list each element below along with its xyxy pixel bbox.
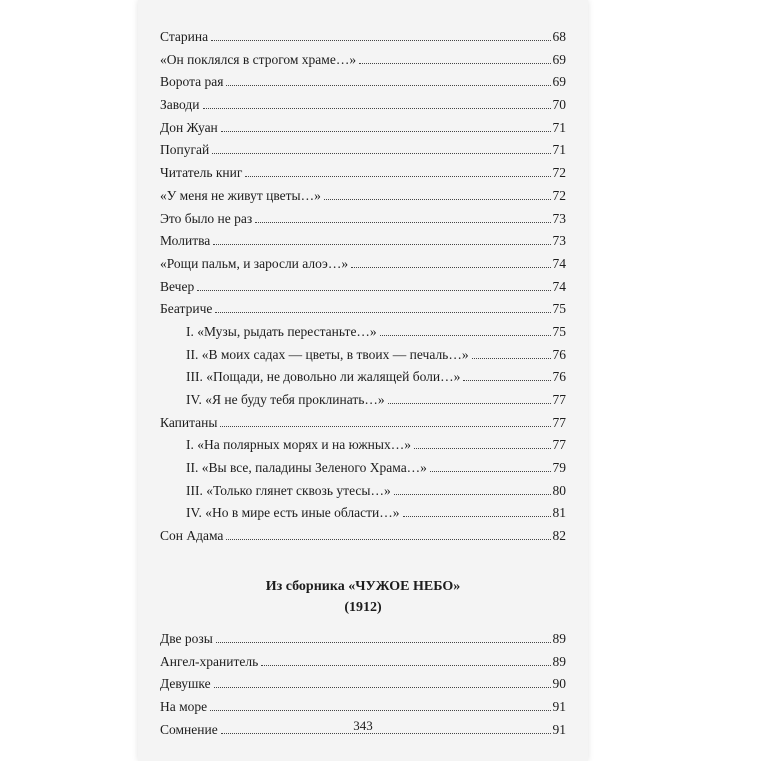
toc-page: 71 [552, 142, 566, 158]
dot-leader [414, 448, 551, 449]
toc-row [160, 366, 566, 389]
toc-title: Две розы [160, 630, 213, 646]
toc-row [160, 321, 566, 344]
toc-page: 69 [552, 74, 566, 90]
toc-page: 90 [552, 676, 566, 692]
toc-title: I. «На полярных морях и на южных…» [186, 437, 411, 453]
toc-title: II. «Вы все, паладины Зеленого Храма…» [186, 460, 427, 476]
toc-title: Читатель книг [160, 165, 243, 181]
toc-title: Девушке [160, 676, 211, 692]
book-page [138, 0, 588, 761]
dot-leader [214, 687, 551, 688]
dot-leader [245, 176, 550, 177]
toc-title: Ангел-хранитель [160, 653, 259, 669]
dot-leader [255, 222, 550, 223]
toc-page: 77 [552, 414, 566, 430]
toc-title: Это было не раз [160, 210, 253, 226]
toc-page: 89 [552, 630, 566, 646]
dot-leader [351, 267, 550, 268]
dot-leader [212, 153, 550, 154]
toc-entries [160, 26, 566, 548]
toc-title: «Он поклялся в строгом храме…» [160, 51, 357, 67]
toc-row [160, 253, 566, 276]
toc-row [160, 434, 566, 457]
toc-title: Заводи [160, 97, 200, 113]
toc-page: 89 [552, 653, 566, 669]
toc-title: Капитаны [160, 414, 218, 430]
toc-page: 70 [552, 97, 566, 113]
toc-page: 72 [552, 187, 566, 203]
page-number: 343 [353, 718, 373, 733]
toc-title: Сомнение [160, 721, 218, 737]
toc-row [160, 696, 566, 719]
toc-page: 73 [552, 210, 566, 226]
toc-page: 71 [552, 119, 566, 135]
toc-page: 74 [552, 255, 566, 271]
toc-row [160, 162, 566, 185]
toc-title: Вечер [160, 278, 195, 294]
toc-title: Старина [160, 29, 209, 44]
toc-row [160, 117, 566, 140]
dot-leader [430, 471, 551, 472]
toc-row [160, 276, 566, 299]
toc-title: Молитва [160, 233, 211, 249]
dot-leader [359, 63, 550, 64]
toc-page: 77 [552, 392, 566, 407]
toc-page: 75 [552, 323, 566, 339]
toc-row [160, 71, 566, 94]
section-heading: Из сборника «ЧУЖОЕ НЕБО» [265, 578, 461, 594]
toc-title: I. «Музы, рыдать перестаньте…» [186, 323, 377, 339]
toc-page: 81 [552, 505, 566, 521]
toc-row [160, 651, 566, 674]
toc-row [160, 389, 566, 412]
toc-title: Сон Адама [160, 528, 224, 544]
toc-title: Попугай [160, 142, 210, 158]
dot-leader [380, 335, 551, 336]
dot-leader [211, 40, 550, 41]
toc-title: Ворота рая [160, 74, 224, 90]
toc-row [160, 673, 566, 696]
toc-row [160, 457, 566, 480]
toc-row [160, 298, 566, 321]
dot-leader [261, 665, 550, 666]
toc-page: 73 [552, 233, 566, 249]
toc-page: 79 [552, 460, 566, 476]
dot-leader [213, 244, 550, 245]
toc-page: 91 [552, 698, 566, 714]
dot-leader [220, 426, 550, 427]
toc-title: III. «Пощади, не довольно ли жалящей боли…» [186, 369, 461, 385]
toc-row [160, 525, 566, 548]
table-of-contents [160, 26, 566, 741]
toc-row [160, 49, 566, 72]
dot-leader [388, 403, 551, 404]
dot-leader [226, 85, 550, 86]
toc-row [160, 230, 566, 253]
toc-title: «Рощи пальм, и заросли алоэ…» [160, 255, 349, 271]
toc-page: 72 [552, 165, 566, 181]
dot-leader [197, 290, 550, 291]
dot-leader [324, 199, 551, 200]
dot-leader [463, 380, 550, 381]
toc-title: Беатриче [160, 301, 213, 317]
dot-leader [216, 642, 551, 643]
toc-title: «У меня не живут цветы…» [160, 187, 321, 203]
toc-row [160, 344, 566, 367]
toc-page: 76 [552, 346, 566, 362]
toc-page: 76 [552, 369, 566, 385]
toc-page: 68 [552, 29, 566, 44]
toc-row [160, 185, 566, 208]
toc-row [160, 139, 566, 162]
toc-page: 80 [552, 482, 566, 498]
toc-row [160, 94, 566, 117]
toc-row [160, 480, 566, 503]
toc-page: 91 [552, 721, 566, 737]
dot-leader [226, 539, 550, 540]
toc-page: 77 [552, 437, 566, 453]
toc-title: II. «В моих садах — цветы, в твоих — печаль…» [186, 346, 469, 362]
dot-leader [221, 131, 551, 132]
toc-row [160, 628, 566, 651]
toc-page: 75 [552, 301, 566, 317]
dot-leader [394, 494, 551, 495]
section-year: (1912) [344, 599, 382, 615]
toc-title: Дон Жуан [160, 119, 218, 135]
toc-title: III. «Только глянет сквозь утесы…» [186, 482, 391, 498]
dot-leader [210, 710, 550, 711]
toc-row [160, 412, 566, 435]
toc-row [160, 26, 566, 49]
toc-row [160, 502, 566, 525]
toc-page: 82 [552, 528, 566, 544]
toc-page: 69 [552, 51, 566, 67]
toc-title: На море [160, 698, 208, 714]
toc-row [160, 208, 566, 231]
dot-leader [472, 358, 551, 359]
dot-leader [215, 312, 550, 313]
dot-leader [203, 108, 551, 109]
toc-title: IV. «Я не буду тебя проклинать…» [186, 392, 385, 407]
dot-leader [403, 516, 551, 517]
toc-page: 74 [552, 278, 566, 294]
toc-title: IV. «Но в мире есть иные области…» [186, 505, 400, 521]
